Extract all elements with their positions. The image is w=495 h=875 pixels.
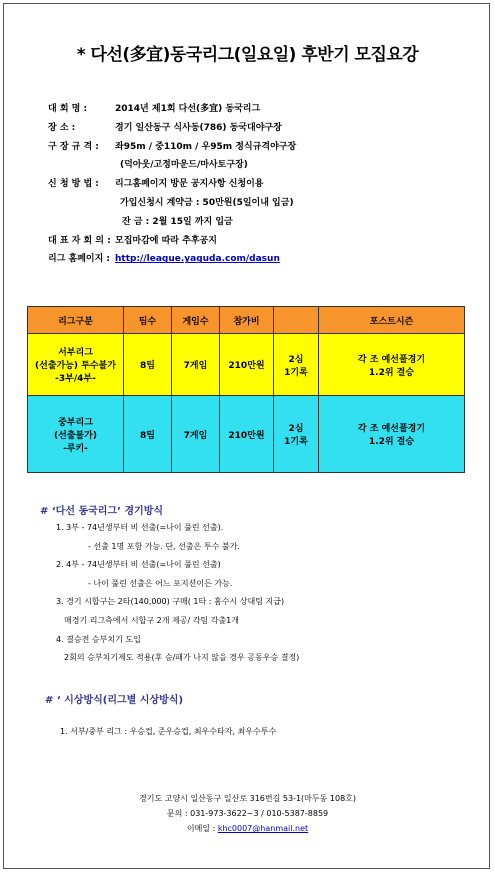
section-game-rules-title: # ‘다선 동국리그’ 경기방식: [40, 506, 164, 517]
postseason-cell: [319, 334, 465, 396]
umpire-count: 2심: [288, 354, 304, 365]
table-row: [28, 334, 465, 396]
footer-email-row: [0, 821, 495, 836]
list-item: 2회의 승부치기제도 적용(후 승/패가 나지 않을 경우 공동우승 결정): [64, 653, 300, 663]
footer-email-label: 이메일 :: [186, 824, 218, 833]
page-title: * 다선(多宜)동국리그(일요일) 후반기 모집요강: [76, 45, 419, 65]
header-umpire: [274, 307, 319, 334]
competition-value: 2014년 제1회 다선(多宜) 동국리그: [115, 104, 261, 114]
postseason-line-2: 1.2위 결승: [368, 367, 415, 378]
league-table: [27, 306, 465, 473]
table-header-row: [28, 307, 465, 334]
apply-value: 리그홈페이지 방문 공지사항 신청이용: [115, 179, 264, 190]
meeting-label: 대 표 자 회 의 :: [48, 235, 111, 246]
fee-cell: 210만원: [220, 396, 274, 473]
footer-phone: 문의 : 031-973-3622~3 / 010-5387-8859: [166, 809, 329, 818]
info-meeting: [48, 232, 296, 251]
list-item: 1. 서부/중부 리그 : 우승컵, 준우승컵, 최우수타자, 최우수투수: [60, 727, 277, 736]
list-item: 매경기 리그측에서 시합구 2개 제공/ 각팀 각출1개: [64, 615, 239, 625]
postseason-line-2: 1.2위 결승: [368, 437, 415, 447]
apply-value-2: 가입신청시 계약금 : 50만원(5일이내 입금): [120, 197, 294, 208]
division-note: (선출가능) 투수불가: [35, 361, 116, 371]
apply-value-3: 잔 금 : 2월 15일 까지 입금: [122, 216, 233, 227]
postseason-line-1: 각 조 예선풀경기: [357, 424, 426, 434]
header-games: 게임수: [172, 307, 220, 334]
competition-label: 대 회 명 :: [48, 104, 88, 114]
info-competition: [48, 100, 296, 119]
footer-email-link[interactable]: khc0007@hanmail.net: [217, 824, 309, 833]
spec-value: 좌95m / 중110m / 우95m 정식규격야구장: [115, 141, 297, 152]
fee-cell: 210만원: [220, 334, 274, 396]
awards-list: [60, 723, 276, 742]
game-rules-list: [56, 519, 299, 668]
info-homepage: [48, 250, 296, 269]
division-name: 중부리그: [58, 417, 93, 428]
header-fee: 참가비: [220, 307, 274, 334]
table-row: [28, 396, 465, 473]
postseason-cell: [319, 396, 465, 473]
header-teams: 팀수: [124, 307, 172, 334]
list-item: 1. 3부 - 74년생부터 비 선출(=나이 풀린 선출).: [56, 523, 224, 532]
spec-value-2: (덕아웃/고정마운드/마사토구장): [120, 160, 248, 171]
footer-address: 경기도 고양시 일산동구 일산로 316번길 53-1(마두동 108호): [138, 794, 357, 803]
division-class: -3부/4부-: [55, 374, 96, 384]
apply-label: 신 청 방 법 :: [48, 179, 99, 190]
footer: [0, 791, 495, 836]
division-class: -루키-: [63, 443, 88, 454]
homepage-link[interactable]: http://league.yaguda.com/dasun: [115, 254, 280, 265]
recorder-count: 1기록: [284, 437, 308, 447]
list-item: - 나이 풀린 선출은 어느 포지션이든 가능.: [88, 578, 233, 588]
recorder-count: 1기록: [284, 367, 308, 378]
postseason-line-1: 각 조 예선풀경기: [357, 354, 426, 365]
info-apply: [48, 175, 296, 194]
teams-cell: 8팀: [124, 396, 172, 473]
meeting-value: 모집마감에 따라 추후공지: [115, 235, 217, 246]
division-name: 서부리그: [58, 348, 93, 358]
games-cell: 7게임: [172, 334, 220, 396]
header-postseason: 포스트시즌: [319, 307, 465, 334]
spec-label: 구 장 규 격 :: [48, 141, 99, 152]
info-block: [48, 100, 296, 269]
list-item: - 선출 1명 포함 가능. 단, 선출은 투수 불가.: [88, 541, 240, 551]
umpire-count: 2심: [288, 424, 304, 434]
venue-value: 경기 일산동구 식사동(786) 동국대야구장: [115, 122, 282, 133]
teams-cell: 8팀: [124, 334, 172, 396]
info-venue: [48, 119, 296, 138]
games-cell: 7게임: [172, 396, 220, 473]
division-cell: [28, 396, 124, 473]
section-awards-title: # ‘ 시상방식(리그별 시상방식): [45, 695, 184, 706]
venue-label: 장 소 :: [48, 122, 76, 133]
info-spec: [48, 138, 296, 157]
umpire-cell: [274, 396, 319, 473]
header-division: 리그구분: [28, 307, 124, 334]
homepage-label: 리그 홈페이지 :: [48, 254, 111, 265]
division-note: (선출불가): [53, 430, 97, 441]
umpire-cell: [274, 334, 319, 396]
list-item: 4. 결승전 승부치기 도입: [56, 634, 141, 644]
list-item: 2. 4부 - 74년생부터 비 선출(=나이 풀린 선출): [56, 560, 221, 570]
division-cell: [28, 334, 124, 396]
list-item: 3. 경기 시합구는 2타(140,000) 구매( 1타 : 홈수시 상대팀 지급): [56, 597, 285, 607]
